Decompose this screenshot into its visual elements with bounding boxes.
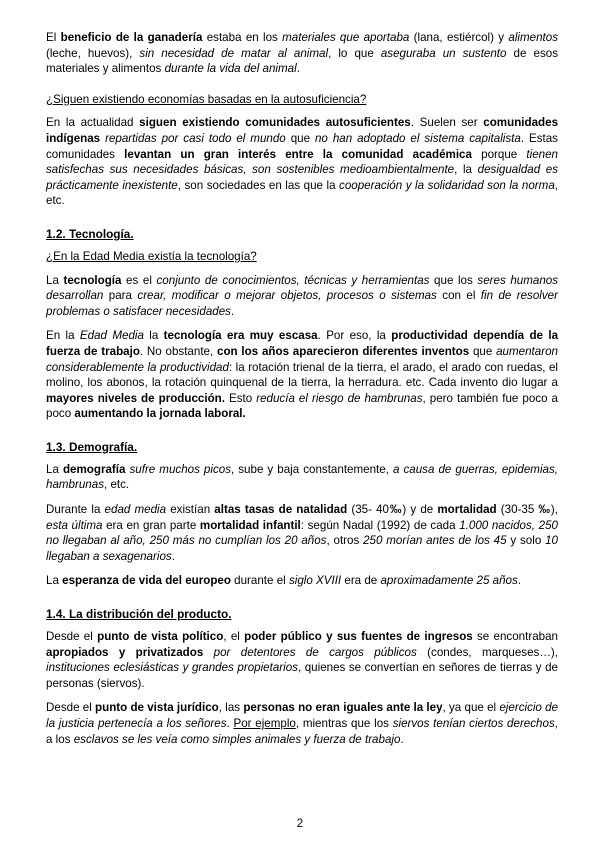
text-run: ‰ <box>388 503 403 517</box>
text-run: productividad dependía de la fuerza de trabajo <box>46 329 559 358</box>
text-run: existían <box>166 503 215 517</box>
text-run: porque <box>471 147 527 161</box>
section-heading: 1.4. La distribución del producto. <box>46 607 232 622</box>
text-run: Por ejemplo <box>233 717 296 730</box>
text-run: . Estas comunidades <box>46 131 558 161</box>
text-run: mortalidad <box>437 503 497 517</box>
text-run: se encontraban <box>472 630 559 644</box>
text-run: siervos tenían ciertos derechos <box>392 717 555 730</box>
text-run: En la actualidad <box>46 116 140 130</box>
text-run: , a los <box>46 717 558 746</box>
text-run: , otros <box>326 534 364 548</box>
text-run: . Por eso, la <box>317 329 392 343</box>
text-run: La <box>46 462 63 476</box>
paragraph <box>46 30 558 77</box>
text-run: ejercicio de la justicia pertenecía a los señores <box>46 701 559 730</box>
text-run: Desde el <box>46 701 96 715</box>
text-run: apropiados y privatizados <box>46 645 204 659</box>
text-run: , mientras que los <box>295 717 393 730</box>
text-run: beneficio de la ganadería <box>60 31 203 44</box>
text-run: . <box>400 732 404 746</box>
text-run: conjunto de conocimientos, técnicas y herramientas <box>156 273 430 287</box>
text-run: materiales que aportaba <box>282 31 410 44</box>
text-run: 10 llegaban a sexagenarios <box>46 534 558 563</box>
text-run: mayores niveles de producción. <box>46 391 225 405</box>
text-run: aproximadamente 25 años <box>380 574 518 588</box>
text-run: , son sociedades en las que la <box>177 178 340 192</box>
section-heading: 1.3. Demografía. <box>46 439 138 454</box>
text-run: . <box>230 304 235 318</box>
paragraph <box>46 700 558 747</box>
text-run: levantan un gran interés entre la comunidad académica <box>124 147 472 161</box>
text-run: (35- 40 <box>347 503 389 517</box>
text-run: y solo <box>506 534 546 548</box>
text-run <box>203 646 213 659</box>
text-run: alimentos <box>508 31 559 44</box>
text-run: ) y de <box>402 503 438 517</box>
text-run: era en gran parte <box>102 518 200 532</box>
text-run: crear, modificar o mejorar objetos, procesos o sistemas <box>137 289 437 303</box>
text-run: fin de resolver problemas o satisfacer necesidades <box>46 289 558 318</box>
text-run: que <box>469 344 497 358</box>
text-run: , sube y baja constantemente, <box>231 462 393 476</box>
paragraph <box>46 502 558 564</box>
text-run: ), <box>550 503 559 517</box>
text-run: , la <box>454 163 478 177</box>
text-run: . <box>517 574 521 588</box>
text-run: (leche, huevos), <box>46 46 140 60</box>
text-run: instituciones eclesiásticas y grandes propietarios <box>46 661 298 675</box>
text-run: esclavos se les veía como simples animales y fuerza de trabajo <box>73 732 401 746</box>
text-run: : según Nadal (1992) de cada <box>300 518 460 532</box>
section-heading: 1.2. Tecnología. <box>46 226 134 241</box>
text-run: personas no eran iguales ante la ley <box>243 701 443 715</box>
text-run: reducía el riesgo de hambrunas <box>256 391 423 405</box>
text-run: . <box>296 62 300 76</box>
section-question: ¿Siguen existiendo economías basadas en la autosuficiencia? <box>46 92 367 106</box>
text-run: poder público y sus fuentes de ingresos <box>244 630 473 644</box>
paragraph <box>46 115 558 209</box>
text-run: por detentores de cargos públicos <box>213 645 417 659</box>
text-run: (30-35 <box>496 503 539 517</box>
text-run: . Suelen ser <box>410 116 484 130</box>
text-run: . <box>226 717 234 730</box>
paragraph <box>46 462 558 493</box>
text-run: aumentaron considerablemente la productividad <box>46 344 558 374</box>
text-run: sin necesidad de matar al animal <box>139 46 329 60</box>
text-run: , pero también fue poco a poco <box>46 391 559 421</box>
text-run: El <box>46 31 61 44</box>
page-number: 2 <box>296 818 304 830</box>
text-run: (lana, estiércol) y <box>409 31 509 44</box>
text-run: es el <box>121 273 157 287</box>
text-run: . No obstante, <box>139 344 218 358</box>
text-run: punto de vista jurídico <box>95 701 219 715</box>
text-run: que <box>285 131 315 145</box>
text-run: a causa de guerras, epidemias, hambrunas <box>46 462 559 492</box>
text-run: , las <box>218 701 244 715</box>
text-run: que los <box>429 273 478 287</box>
text-run: estaba en los <box>202 31 283 44</box>
text-run: : la rotación trienal de la tierra, el arado, el arado con ruedas, el molino, los abonos, la rotación quinquenal de la tierra, la herradura. etc. Cada invento dio lugar a <box>46 360 558 390</box>
text-run: seres humanos desarrollan <box>46 273 559 303</box>
text-run: con los años aparecieron diferentes inventos <box>217 344 470 358</box>
text-run: , lo que <box>328 46 381 60</box>
text-run: 1.000 nacidos, 250 no llegaban al año, 250 más no cumplían los 20 años <box>46 518 558 548</box>
text-run: la <box>143 329 164 343</box>
text-run: durante el <box>230 574 289 588</box>
text-run: , etc. <box>46 178 558 208</box>
text-run: con el <box>436 289 481 303</box>
text-run: cooperación y la solidaridad son la norma <box>339 178 555 192</box>
text-run: comunidades indígenas <box>46 116 559 145</box>
text-run: Desde el <box>46 630 98 644</box>
text-run: ‰ <box>538 503 551 517</box>
text-run: esperanza de vida del europeo <box>62 574 231 588</box>
text-run: , etc. <box>104 478 130 492</box>
document-body <box>46 30 558 756</box>
text-run: desigualdad es prácticamente inexistente <box>46 163 559 192</box>
text-run: siguen existiendo comunidades autosuficientes <box>139 116 411 130</box>
text-run: punto de vista político <box>97 630 224 644</box>
text-run: sufre muchos picos <box>129 462 231 476</box>
text-run: durante la vida del animal <box>164 62 297 76</box>
text-run: para <box>103 289 138 303</box>
text-run: tecnología era muy escasa <box>163 329 318 343</box>
text-run: Durante la <box>46 503 105 517</box>
text-run: La <box>46 574 63 588</box>
text-run: , ya que el <box>442 701 500 715</box>
text-run: no han adoptado el sistema capitalista <box>314 131 521 145</box>
paragraph <box>46 328 558 422</box>
paragraph <box>46 573 558 589</box>
text-run: altas tasas de natalidad <box>214 503 348 517</box>
paragraph <box>46 273 558 320</box>
text-run: Esto <box>224 391 257 405</box>
text-run: (condes, marqueses…), <box>416 645 558 659</box>
text-run: tienen satisfechas sus necesidades básicas, son sostenibles medioambientalmente <box>46 147 559 177</box>
text-run: . <box>171 549 175 563</box>
paragraph <box>46 629 558 691</box>
text-run: Edad Media <box>79 329 144 343</box>
text-run: esta última <box>46 518 103 532</box>
text-run: de esos materiales y alimentos <box>46 46 558 76</box>
text-run: era de <box>341 574 381 588</box>
text-run: En la <box>46 329 80 343</box>
text-run: , el <box>223 630 245 644</box>
text-run: siglo XVIII <box>288 574 342 588</box>
text-run: demografía <box>62 462 126 476</box>
text-run: edad media <box>104 503 167 517</box>
text-run: repartidas por casi todo el mundo <box>105 131 286 145</box>
text-run: tecnología <box>63 273 122 287</box>
text-run: 250 morían antes de los 45 <box>363 534 507 548</box>
text-run: aseguraba un sustento <box>380 46 507 60</box>
text-run: mortalidad infantil <box>199 518 301 532</box>
text-run: aumentando la jornada laboral. <box>74 407 246 421</box>
section-question: ¿En la Edad Media existía la tecnología? <box>46 249 257 263</box>
text-run: , quienes se convertían en señores de tierras y de personas (siervos). <box>46 661 558 690</box>
text-run: La <box>46 273 64 287</box>
